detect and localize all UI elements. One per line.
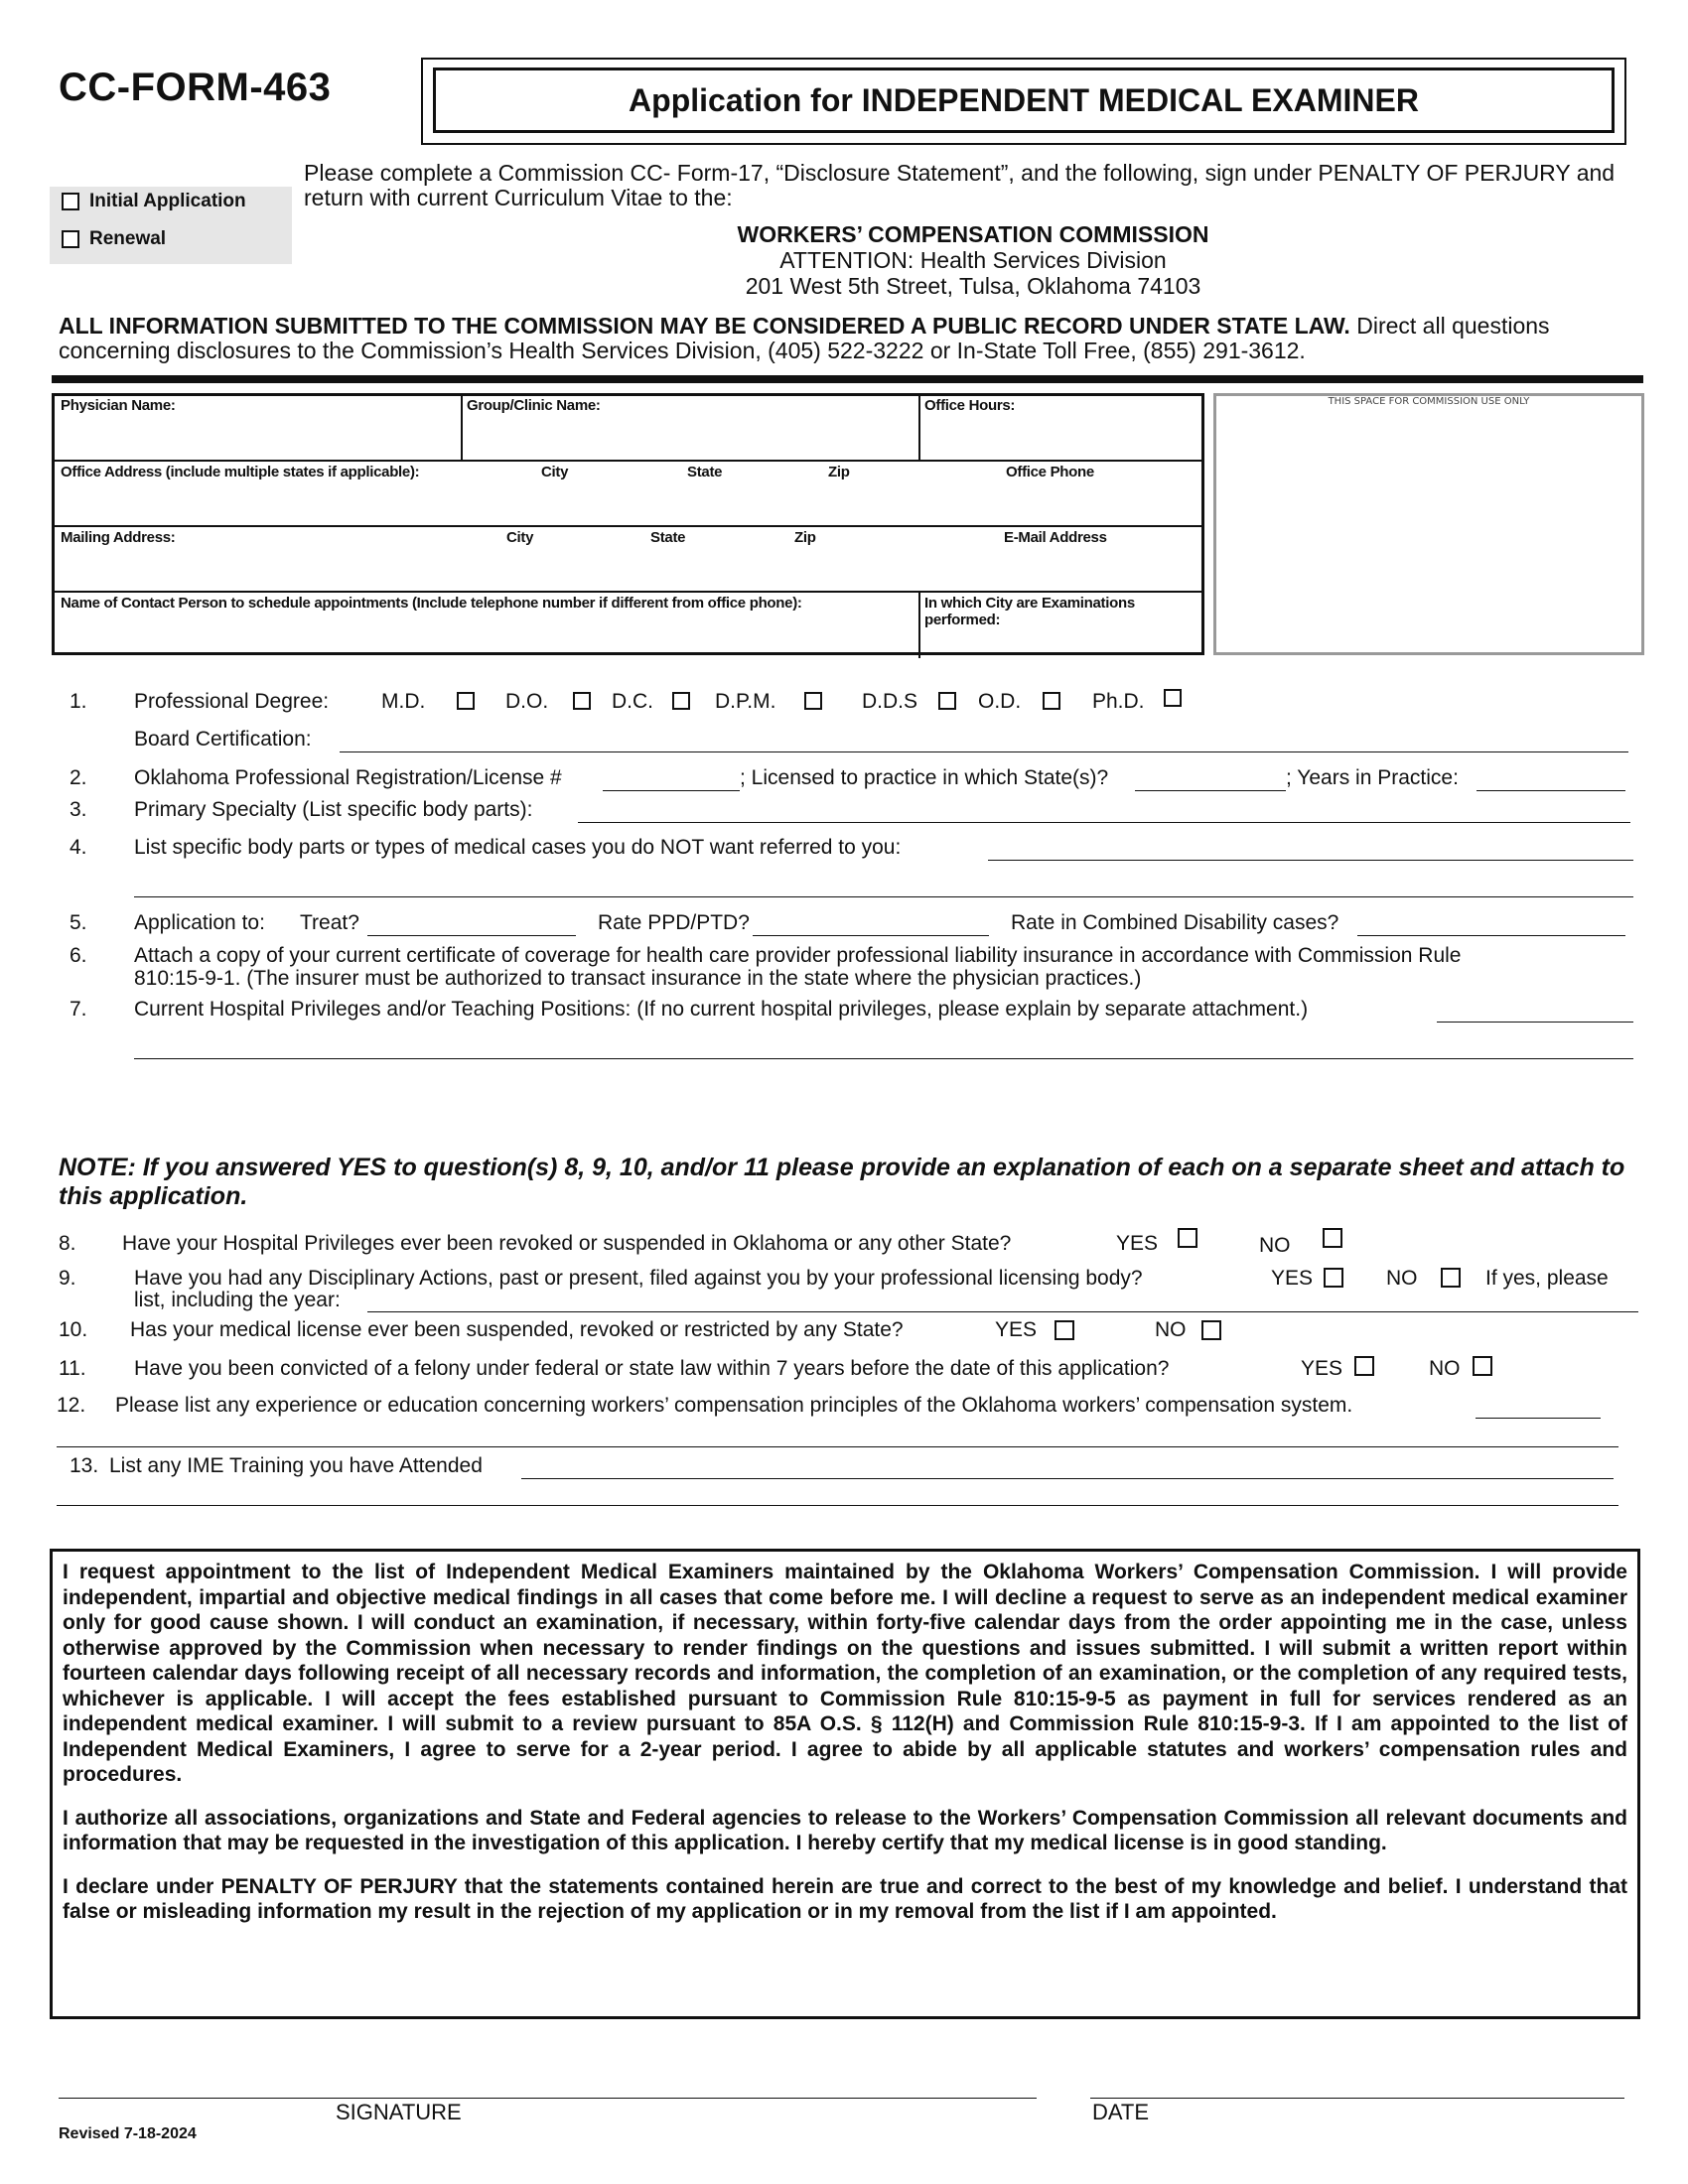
primary-specialty-field[interactable] — [578, 822, 1630, 823]
public-record-notice — [59, 314, 1637, 363]
initial-application-checkbox[interactable] — [62, 193, 79, 210]
contact-person-label: Name of Contact Person to schedule appointments (Include telephone number if different from office phone): — [61, 595, 802, 612]
primary-specialty-label: Primary Specialty (List specific body parts): — [134, 798, 533, 821]
renewal-checkbox[interactable] — [62, 230, 79, 248]
certification-paragraph-1: I request appointment to the list of Independent Medical Examiners maintained by the Oklahoma Workers’ Compensation Commission. I will provide independent, impartial and objective medical findings in all cases that come before me. I will decline a request to serve as an independent medical examiner only for good cause shown. I will conduct an examination, if necessary, within forty-five calendar days from the order appointing me in the case, unless otherwise approved by the Commission when necessary to render findings on the questions and issues submitted. I will submit a written report within fourteen calendar days following receipt of all necessary records and information, the completion of an examination, or the completion of any required tests, whichever is applicable. I will accept the fees established pursuant to Commission Rule 810:15-9-5 as payment in full for services rendered as an independent medical examiner. I will submit to a review pursuant to 85A O.S. § 112(H) and Commission Rule 810:15-9-3. If I am appointed to the list of Independent Medical Examiners, I agree to serve for a 2-year period. I agree to abide by all applicable statutes and workers’ compensation rules and procedures. — [63, 1561, 1627, 1786]
q7-number: 7. — [70, 998, 87, 1021]
mailing-state-label: State — [650, 529, 686, 546]
degree-do-label: D.O. — [505, 690, 549, 713]
q9-yes-label: YES — [1271, 1267, 1314, 1290]
date-field[interactable] — [1090, 2098, 1624, 2099]
revision-date: Revised 7-18-2024 — [59, 2125, 197, 2142]
q9-text: Have you had any Disciplinary Actions, past or present, filed against you by your professional licensing body? — [134, 1267, 1143, 1290]
q2-number: 2. — [70, 766, 87, 789]
hospital-privileges-field-2[interactable] — [134, 1058, 1633, 1059]
mailing-zip-label: Zip — [794, 529, 816, 546]
q8-yes-label: YES — [1116, 1232, 1159, 1255]
section-divider — [52, 375, 1643, 383]
q9-yes-checkbox[interactable] — [1324, 1268, 1343, 1288]
intro-text: Please complete a Commission CC- Form-17, “Disclosure Statement”, and the following, sign under PENALTY OF PERJURY and return with current Curriculum Vitae to the: — [304, 160, 1616, 210]
q8-text: Have your Hospital Privileges ever been revoked or suspended in Oklahoma or any other State? — [122, 1232, 1012, 1255]
q12-number: 12. — [57, 1394, 86, 1417]
certification-paragraph-3: I declare under PENALTY OF PERJURY that the statements contained herein are true and correct to the best of my knowledge and belief. I understand that false or misleading information my result in the rejection of my application or in my removal from the list if I am appointed. — [63, 1874, 1627, 1923]
q9-if-yes: If yes, please — [1485, 1267, 1609, 1290]
certification-paragraph-2: I authorize all associations, organizations and State and Federal agencies to release to the Workers’ Compensation Commission all relevant documents and information that may be requested in the investigation of this application. I hereby certify that my medical license is in good standing. — [63, 1806, 1627, 1854]
mailing-address-label: Mailing Address: — [61, 529, 176, 546]
degree-dc-checkbox[interactable] — [672, 692, 690, 710]
q12-field[interactable] — [1476, 1418, 1601, 1419]
certification-statement-box — [50, 1549, 1640, 2019]
q10-yes-label: YES — [995, 1318, 1038, 1341]
license-number-field[interactable] — [603, 790, 740, 791]
q8-no-label: NO — [1259, 1234, 1291, 1257]
q11-text: Have you been convicted of a felony under federal or state law within 7 years before the date of this application? — [134, 1357, 1170, 1380]
degree-phd-checkbox[interactable] — [1164, 689, 1182, 707]
years-practice-label: ; Years in Practice: — [1286, 766, 1459, 789]
form-id: CC-FORM-463 — [59, 66, 332, 109]
q4-number: 4. — [70, 836, 87, 859]
ime-training-field-2[interactable] — [57, 1505, 1618, 1506]
board-certification-field[interactable] — [340, 751, 1628, 752]
q11-yes-label: YES — [1301, 1357, 1343, 1380]
excluded-cases-label: List specific body parts or types of medical cases you do NOT want referred to you: — [134, 836, 902, 859]
q8-number: 8. — [59, 1232, 76, 1255]
commission-name: WORKERS’ COMPENSATION COMMISSION — [737, 221, 1209, 247]
q3-number: 3. — [70, 798, 87, 821]
yes-answer-note: NOTE: If you answered YES to question(s) 8, 9, 10, and/or 11 please provide an explanation of each on a separate sheet and attach to this application. — [59, 1154, 1625, 1210]
renewal-label: Renewal — [89, 228, 167, 249]
q1-number: 1. — [70, 690, 87, 713]
years-practice-field[interactable] — [1477, 790, 1625, 791]
degree-md-checkbox[interactable] — [457, 692, 475, 710]
q11-number: 11. — [59, 1357, 86, 1380]
q13-number: 13. — [70, 1454, 99, 1477]
licensed-states-label: ; Licensed to practice in which State(s)? — [740, 766, 1109, 789]
q5-number: 5. — [70, 911, 87, 934]
commission-address: 201 West 5th Street, Tulsa, Oklahoma 74103 — [745, 273, 1201, 299]
office-phone-label: Office Phone — [1006, 464, 1094, 480]
degree-phd-label: Ph.D. — [1092, 690, 1145, 713]
ime-training-field[interactable] — [521, 1478, 1614, 1479]
q10-no-label: NO — [1155, 1318, 1187, 1341]
rate-combined-label: Rate in Combined Disability cases? — [1011, 911, 1339, 934]
group-clinic-label: Group/Clinic Name: — [467, 397, 601, 414]
office-zip-label: Zip — [828, 464, 850, 480]
degree-od-checkbox[interactable] — [1043, 692, 1060, 710]
office-state-label: State — [687, 464, 723, 480]
q13-text: List any IME Training you have Attended — [109, 1454, 483, 1477]
q9-no-checkbox[interactable] — [1441, 1268, 1461, 1288]
q12-text: Please list any experience or education concerning workers’ compensation principles of the Oklahoma workers’ compensation system. — [115, 1394, 1353, 1417]
q8-no-checkbox[interactable] — [1323, 1228, 1342, 1248]
initial-application-label: Initial Application — [89, 191, 246, 211]
excluded-cases-field[interactable] — [988, 860, 1633, 861]
treat-label: Treat? — [300, 911, 359, 934]
degree-dds-label: D.D.S — [862, 690, 918, 713]
commission-use-label: THIS SPACE FOR COMMISSION USE ONLY — [1328, 396, 1530, 407]
q11-yes-checkbox[interactable] — [1354, 1356, 1374, 1376]
q9-no-label: NO — [1386, 1267, 1418, 1290]
treat-field[interactable] — [367, 935, 576, 936]
q6-number: 6. — [70, 944, 87, 967]
license-label: Oklahoma Professional Registration/License # — [134, 766, 562, 789]
hospital-privileges-label: Current Hospital Privileges and/or Teaching Positions: (If no current hospital privileges, please explain by separate attachment.) — [134, 998, 1309, 1021]
q9-line2: list, including the year: — [134, 1289, 341, 1311]
q6-line2: 810:15-9-1. (The insurer must be authorized to transact insurance in the state where the physician practices.) — [134, 967, 1142, 990]
email-label: E-Mail Address — [1004, 529, 1107, 546]
q10-yes-checkbox[interactable] — [1055, 1320, 1074, 1340]
mailing-city-label: City — [506, 529, 534, 546]
degree-dpm-checkbox[interactable] — [804, 692, 822, 710]
hospital-privileges-field[interactable] — [1437, 1022, 1633, 1023]
office-hours-label: Office Hours: — [924, 397, 1016, 414]
public-record-rest: Direct all questions concerning disclosures to the Commission’s Health Services Division, (405) 522-3222 or In-State Toll Free, (855) 291-3612. — [59, 313, 1550, 363]
degree-dpm-label: D.P.M. — [715, 690, 776, 713]
excluded-cases-field-2[interactable] — [134, 896, 1633, 897]
commission-use-box — [1213, 393, 1644, 655]
physician-name-label: Physician Name: — [61, 397, 176, 414]
signature-field[interactable] — [59, 2098, 1037, 2099]
rate-ppd-field[interactable] — [753, 935, 989, 936]
degree-dds-checkbox[interactable] — [938, 692, 956, 710]
degree-od-label: O.D. — [978, 690, 1022, 713]
degree-md-label: M.D. — [381, 690, 426, 713]
q9-number: 9. — [59, 1267, 76, 1290]
rate-combined-field[interactable] — [1357, 935, 1625, 936]
q11-no-checkbox[interactable] — [1473, 1356, 1492, 1376]
q9-explanation-field[interactable] — [367, 1311, 1638, 1312]
physician-info-table — [52, 393, 1204, 655]
date-label: DATE — [1092, 2100, 1150, 2124]
board-certification-label: Board Certification: — [134, 728, 312, 751]
q6-line1: Attach a copy of your current certificate of coverage for health care provider professional liability insurance in accordance with Commission Rule — [134, 944, 1462, 967]
public-record-bold: ALL INFORMATION SUBMITTED TO THE COMMISSION MAY BE CONSIDERED A PUBLIC RECORD UNDER STATE LAW. — [59, 313, 1350, 339]
q12-field-2[interactable] — [57, 1446, 1618, 1447]
q10-no-checkbox[interactable] — [1201, 1320, 1221, 1340]
q1-label: Professional Degree: — [134, 690, 330, 713]
signature-label: SIGNATURE — [336, 2100, 462, 2124]
form-title: Application for INDEPENDENT MEDICAL EXAMINER — [433, 68, 1615, 133]
application-type-panel — [50, 187, 292, 264]
attention-line: ATTENTION: Health Services Division — [779, 247, 1167, 273]
degree-dc-label: D.C. — [612, 690, 653, 713]
application-to-label: Application to: — [134, 911, 265, 934]
q10-text: Has your medical license ever been suspended, revoked or restricted by any State? — [130, 1318, 904, 1341]
exam-city-label: In which City are Examinations performed: — [924, 595, 1135, 628]
degree-do-checkbox[interactable] — [573, 692, 591, 710]
office-city-label: City — [541, 464, 569, 480]
q8-yes-checkbox[interactable] — [1178, 1228, 1197, 1248]
rate-ppd-label: Rate PPD/PTD? — [598, 911, 750, 934]
q10-number: 10. — [59, 1318, 88, 1341]
licensed-states-field[interactable] — [1135, 790, 1286, 791]
q11-no-label: NO — [1429, 1357, 1461, 1380]
office-address-label: Office Address (include multiple states if applicable): — [61, 464, 420, 480]
